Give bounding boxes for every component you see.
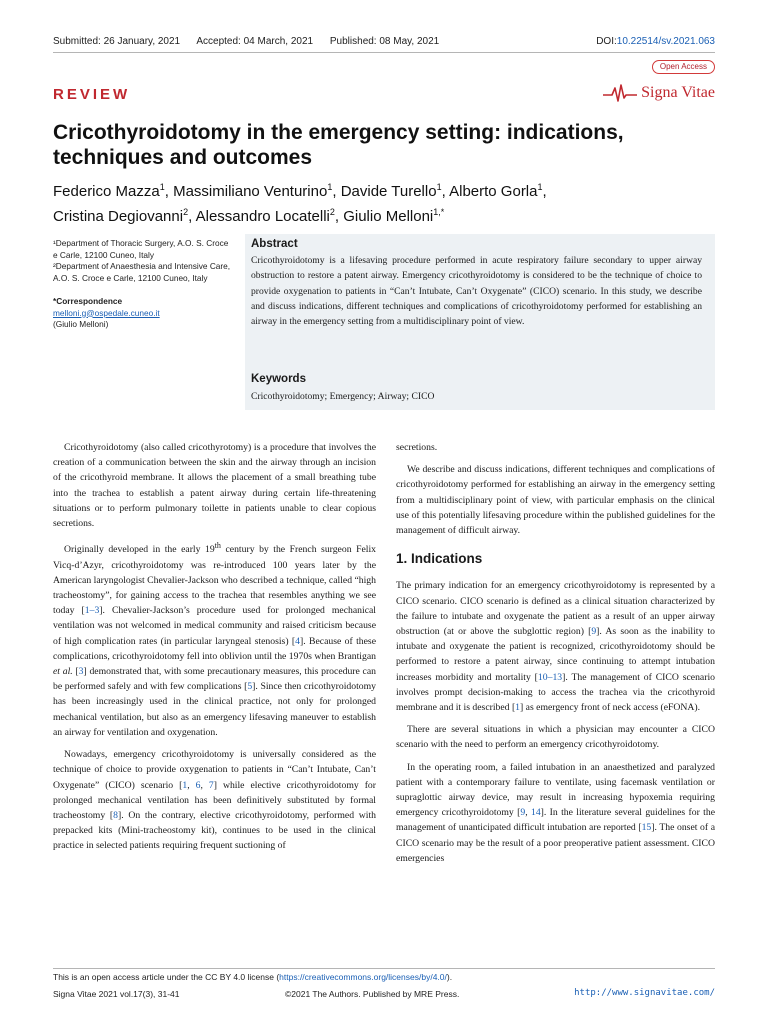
- citation-link[interactable]: 6: [195, 779, 201, 791]
- open-access-badge: Open Access: [652, 60, 715, 74]
- citation-link[interactable]: 5: [247, 681, 253, 693]
- abstract-text: Cricothyroidotomy is a lifesaving procedure performed in acute respiratory failure secondary to upper airway obstruction to restore a patent airway. Emergency cricothyroidotomy is considered to be the technique of choice to provide oxygenation to patients in “Can’t Intubate, Can’t Oxygenate” (CICO) scenario. In this study, we describe and discuss indications, different techniques and complications of cricothyroidotomy performed for establishing an airway in the emergency setting from a multidisciplinary point of view.: [251, 255, 702, 328]
- paragraph: We describe and discuss indications, different techniques and complications of cricothyroidotomy performed for establishing an airway in the emergency setting from a multidisciplinary point of view, with particular emphasis on the clinical use of this potentially lifesaving procedure within the published guidelines for the management of difficult airway.: [396, 464, 715, 537]
- author-name: Federico Mazza: [53, 183, 160, 200]
- citation-link[interactable]: 1: [182, 779, 188, 791]
- copyright-notice: ©2021 The Authors. Published by MRE Press.: [285, 989, 460, 999]
- author-list: Federico Mazza$^1$, Massimiliano Venturino$^1$, Davide Turello$^1$, Alberto Gorla$^1$, Cristina Degiovanni$^2$, Alessandro Locatelli$^2$, Giulio Melloni$^{1,*}$: [53, 182, 547, 225]
- footer-divider: [53, 968, 715, 969]
- citation-link[interactable]: 9: [520, 807, 526, 819]
- correspondence-name: (Giulio Melloni): [53, 319, 109, 329]
- correspondence-email[interactable]: melloni.g@ospedale.cuneo.it: [53, 307, 160, 318]
- keywords-text: Cricothyroidotomy; Emergency; Airway; CICO: [251, 391, 435, 402]
- keywords-heading: Keywords: [251, 373, 306, 385]
- affiliation-2: ²Department of Anaesthesia and Intensive Care, A.O. S. Croce e Carle, 12100 Cuneo, Italy: [53, 261, 231, 283]
- paragraph: Originally developed in the early 19th century by the French surgeon Felix Vicq-d’Azyr, cricothyroidotomy was re-introduced 100 years later by the American laryngologist Chevalier-Jackson who described a technique, called “high tracheostomy”, for gaining access to the trachea that resembles anything we see today [1–3]. Chevalier-Jackson’s procedure used for prolonged mechanical ventilation was not welcomed in medical community and raised criticism because of high complication rates (in particular laryngeal stenosis) [4]. Because of these complications, cricothyroidotomy fell into oblivion until the 1970s when Brantigan et al. [3] demonstrated that, with some precautionary measures, this procedure can be performed safely and with few complications [5]. Since then cricothyroidotomy has been increasingly used in the clinical practice, not only for prolonged mechanical ventilation, but also as an emergency lifesaving maneuver to establish an airway for ventilation and oxygenation.: [53, 541, 377, 738]
- journal-reference: Signa Vitae 2021 vol.17(3), 31-41: [53, 989, 180, 999]
- accepted-date: Accepted: 04 March, 2021: [196, 36, 314, 47]
- affiliation-1: ¹Department of Thoracic Surgery, A.O. S. Croce e Carle, 12100 Cuneo, Italy: [53, 238, 229, 260]
- citation-link[interactable]: 8: [113, 809, 118, 821]
- citation-link[interactable]: 3: [78, 666, 84, 678]
- author-name: Giulio Melloni: [343, 208, 434, 225]
- citation-link[interactable]: 9: [591, 626, 597, 638]
- citation-link[interactable]: 15: [641, 822, 652, 834]
- citation-link[interactable]: 1: [515, 702, 521, 714]
- citation-link[interactable]: 4: [295, 635, 300, 647]
- affiliations: [53, 238, 231, 331]
- paragraph: The primary indication for an emergency cricothyroidotomy is represented by a CICO scenario. CICO scenario is defined as a clinical situation characterized by the failure to intubate and oxygenate the patient as a result of an upper airway obstruction (at or above the subglottic region) [9]. As soon as the inability to intubate and oxygenate the patient is recognized, cricothyroidotomy should be performed to restore a patent airway, since continuing to attempt intubation increases morbidity and mortality [10–13]. The management of CICO scenario involves prompt decision-making to access the trachea via the cricothyroid membrane and it is described [1] as emergency front of neck access (eFONA).: [396, 580, 715, 714]
- paragraph: In the operating room, a failed intubation in an anaesthetized and paralyzed patient with a contemporary failure to ventilate, using facemask ventilation or supraglottic airway device, may result in increasing hypoxemia requiring emergency cricothyroidotomy [9, 14]. In the literature several guidelines for the management of unanticipated difficult intubation are reported [15]. The onset of a CICO scenario may be the result of a poor preoperative patient assessment. CICO emergencies: [396, 761, 716, 864]
- abstract-heading: Abstract: [251, 238, 298, 250]
- paragraph: Nowadays, emergency cricothyroidotomy is universally considered as the technique of choice to provide oxygenation to patients in “Can’t Intubate, Can’t Oxygenate” (CICO) scenario [1, 6, 7] while elective cricothyroidotomy for prolonged mechanical ventilation has been definitively substituted by formal tracheostomy [8]. On the contrary, elective cricothyroidotomy, performed with prepacked kits (Mini-tracheostomy kit), continues to be used in the clinical practice in selected patients requiring frequent suctioning of: [53, 749, 376, 852]
- header-divider: [53, 52, 715, 53]
- section-heading-indications: 1. Indications: [396, 551, 483, 567]
- article-type: REVIEW: [53, 86, 131, 103]
- journal-logo: [603, 80, 715, 106]
- doi-link[interactable]: 10.22514/sv.2021.063: [616, 36, 715, 47]
- submitted-date: Submitted: 26 January, 2021: [53, 36, 181, 47]
- author-name: Davide Turello: [340, 183, 437, 200]
- paragraph: There are several situations in which a physician may encounter a CICO scenario with the need to perform an emergency cricothyroidotomy.: [396, 724, 715, 751]
- author-name: Alberto Gorla: [449, 183, 538, 200]
- correspondence-heading: *Correspondence: [53, 296, 123, 306]
- citation-link[interactable]: 14: [530, 807, 541, 819]
- paragraph: secretions.: [396, 442, 438, 453]
- author-name: Cristina Degiovanni: [53, 208, 184, 225]
- published-date: Published: 08 May, 2021: [329, 36, 440, 47]
- heartbeat-icon: [603, 82, 637, 104]
- license-link[interactable]: https://creativecommons.org/licenses/by/4.0/: [279, 972, 447, 982]
- citation-link[interactable]: 10–13: [537, 671, 563, 683]
- citation-link[interactable]: 7: [208, 779, 214, 791]
- publication-dates: [53, 36, 715, 47]
- author-name: Alessandro Locatelli: [195, 208, 330, 225]
- citation-link[interactable]: 1–3: [84, 605, 100, 617]
- paragraph: Cricothyroidotomy (also called cricothyrotomy) is a procedure that involves the creation of a communication between the skin and the airway through an incision of the cricothyroid membrane. It allows the placement of a small breathing tube into the trachea to establish a patent airway during certain life-threatening situations or to perform pulmonary toilette in patients unable to clear copious secretions.: [53, 442, 376, 530]
- article-title: Cricothyroidotomy in the emergency setting: indications, techniques and outcomes: [53, 121, 624, 169]
- body-column-left: [53, 440, 376, 861]
- body-column-right: [396, 440, 715, 873]
- license-notice: This is an open access article under the CC BY 4.0 license (https://creativecommons.org/licenses/by/4.0/).: [53, 972, 453, 982]
- journal-logo-text: Signa Vitae: [641, 84, 715, 101]
- journal-website-link[interactable]: http://www.signavitae.com/: [574, 988, 715, 998]
- author-name: Massimiliano Venturino: [173, 183, 328, 200]
- doi: DOI:10.22514/sv.2021.063: [596, 36, 715, 47]
